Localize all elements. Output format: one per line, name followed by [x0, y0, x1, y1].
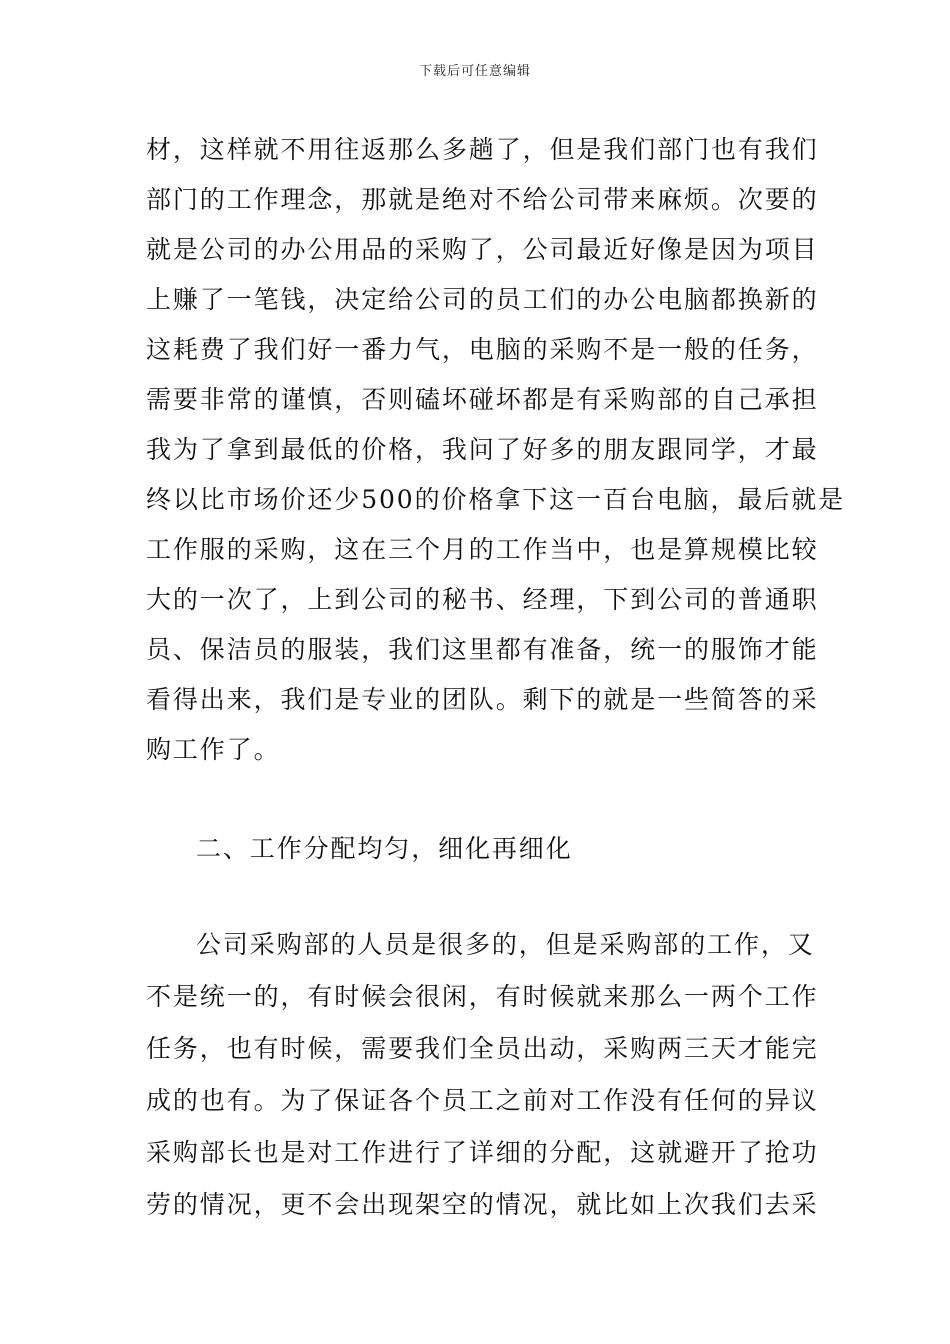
- text-line: 采购部长也是对工作进行了详细的分配，这就避开了抢功: [146, 1138, 819, 1167]
- text-line: 购工作了。: [146, 735, 281, 764]
- text-line: 材，这样就不用往返那么多趟了，但是我们部门也有我们: [146, 135, 819, 164]
- text-line: 就是公司的办公用品的采购了，公司最近好像是因为项目: [146, 235, 819, 264]
- text-line: 部门的工作理念，那就是绝对不给公司带来麻烦。次要的: [146, 185, 819, 214]
- text-line: 劳的情况，更不会出现架空的情况，就比如上次我们去采: [146, 1190, 819, 1219]
- text-line: 员、保洁员的服装，我们这里都有准备，统一的服饰才能: [146, 635, 819, 664]
- text-line: 上赚了一笔钱，决定给公司的员工们的办公电脑都换新的: [146, 285, 819, 314]
- text-line: 这耗费了我们好一番力气，电脑的采购不是一般的任务，: [146, 335, 819, 364]
- text-line: 看得出来，我们是专业的团队。剩下的就是一些简答的采: [146, 685, 819, 714]
- page-header: 下载后可任意编辑: [418, 64, 531, 79]
- text-line: 成的也有。为了保证各个员工之前对工作没有任何的异议: [146, 1086, 819, 1115]
- text-line: 需要非常的谨慎，否则磕坏碰坏都是有采购部的自己承担: [146, 385, 819, 414]
- text-line: 不是统一的，有时候会很闲，有时候就来那么一两个工作: [146, 982, 819, 1011]
- text-line: 任务，也有时候，需要我们全员出动，采购两三天才能完: [146, 1034, 819, 1063]
- text-line: 大的一次了，上到公司的秘书、经理，下到公司的普通职: [146, 585, 819, 614]
- text-line: 终以比市场价还少500的价格拿下这一百台电脑，最后就是: [146, 485, 846, 514]
- text-line: 公司采购部的人员是很多的，但是采购部的工作，又: [196, 930, 815, 959]
- text-line: 工作服的采购，这在三个月的工作当中，也是算规模比较: [146, 535, 819, 564]
- text-line: 我为了拿到最低的价格，我问了好多的朋友跟同学，才最: [146, 435, 819, 464]
- section-heading: 二、工作分配均匀，细化再细化: [196, 834, 573, 863]
